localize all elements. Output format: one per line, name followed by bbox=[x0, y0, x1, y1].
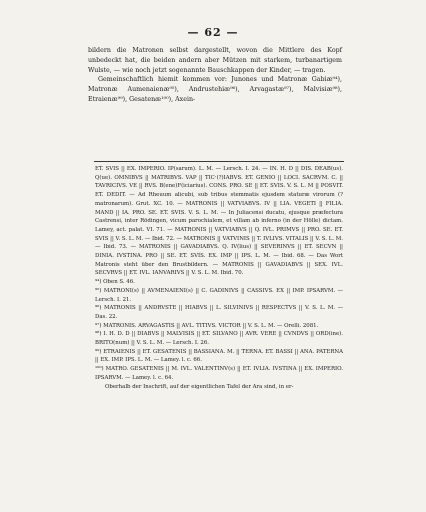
footnotes bbox=[95, 165, 343, 391]
footnote-97: ⁹⁷) MATRONIS. ARVAGASTIS || AVL. TITIVS. VICTOR || V. S. L. M. — Orelli. 2081. bbox=[95, 322, 319, 329]
page-number: — 62 — bbox=[187, 26, 239, 39]
main-text bbox=[88, 46, 342, 105]
footnote-100: ¹⁰⁰) MATRO. GESATENIS || M. IVL. VALENTINV(s) || ET. IVLIA. IVSTINA || EX. IMPERIO. IPSARVM. — Lamey. l. c. 64. bbox=[95, 366, 343, 381]
footnote-continuation: ET. SVIS || EX. IMPERIO. IP(sarum). L. M. — Lersch. I. 24. — IN. H. D || DIS. DEAB(us). Q(ue). OMNIBVS || MATRIBVS. VAP || TIC·(?)IABVS. ET. GENIO || LOCI. SACRVM. C. || TAVRICIVS. VE || RVS. B(ene)F(iciarius). CONS. PRO. SE || ET. SVIS. V. S. L. M || POSVIT. ET. DEDIT. — Ad Rheuum alicubi, sub tribus stemmatis ejusdem staturæ virorum (? matronarum). Grut. XC. 10. — MATRONIS || VATVIABVS. IV || LIA. VEGETI || FILIA. MAND || IA. PRO. SE. ET. SVIS. V. S. L. M. — In Juliacensi ducatu, ejusque præfectura Castrensi, inter Rödingen, vicum parochialem, et villam ab inferno (in der Hölle) dictam. Lamey, act. palat. VI. 71. — MATRONIS || VATVIABVS || Q. IVL. PRIMVS || PRO. SE. ET. SVIS || V. S. L. M. — Ibid. 72. — MATRONIS || VATVINIS || T. IVLIVS. VITALIS || V. S. L. M. — Ibid. 73. — MATRONIS || GAVADIABVS. Q. IV(lius) || SEVERINVS || ET. SECVN || DINIA. IVSTINA. PRO || SE. ET. SVIS. EX. IMP || IPS. L. M. — Ibid. 68. — Das Wort Matronis steht über den Brustbildern. — MATRONIS || GAVADIABVS || SEX. IVL. SECVRVS || ET. IVL. IANVARIVS || V. S. L. M. Ibid. 70. bbox=[95, 166, 343, 277]
footnote-96: ⁹⁶) MATRONIS || ANDRVSTE || HIABVS || L. SILVINIVS || RESPECTVS || V. S. L. M. — Das. 22. bbox=[95, 305, 343, 320]
footnote-94: ⁹⁴) Oben S. 46. bbox=[95, 279, 135, 286]
body-paragraph: bildern die Matronen selbst dargestellt, wovon die Mittlere des Kopf unbedeckt hat, die beiden andern aber Mützen mit starkem, turbanartigem Wulste, — wie noch jetzt sogenannte Bauschkappen der Kinder, — tragen. bbox=[88, 47, 342, 74]
footnote-99: ⁹⁹) ETRAIENIS || ET. GESATENIS || BASSIANA. M. || TERNA. ET. BASSI || ANA. PATERNA || EX. IMP. IPS. L. M. — Lamey. l. c. 66. bbox=[95, 348, 343, 364]
footnote-95: ⁹⁵) MATRONI(s) || AVMENAIENI(s) || C. GADINIVS || CASSIVS. EX || IMP. IPSARVM. — Lersch. I. 21. bbox=[95, 287, 343, 303]
footnote-98: ⁹⁸) I. H. D. D || DIABVS || MALVISIS || ET. SILVANO || AVR. VERE || CVNDVS || ORD(ine). BRITO(num) || V. S. L. M. — Lersch. I. 26. bbox=[95, 331, 343, 347]
footnote-divider bbox=[94, 161, 344, 162]
trailing-text: Oberhalb der Inschrift, auf der eigentlichen Tafel der Ara sind, in er- bbox=[105, 383, 294, 390]
body-paragraph: Gemeinschaftlich hiemit kommen vor: Junones und Matronæ Gabiæ⁹⁴), Matronæ Aumenaienæ⁹⁵), Andrustehiæ⁹⁶), Arvagastæ⁹⁷), Malvisiæ⁹⁸), Etraienæ⁹⁹), Gesatenæ¹⁰⁰), Axein- bbox=[88, 76, 342, 103]
